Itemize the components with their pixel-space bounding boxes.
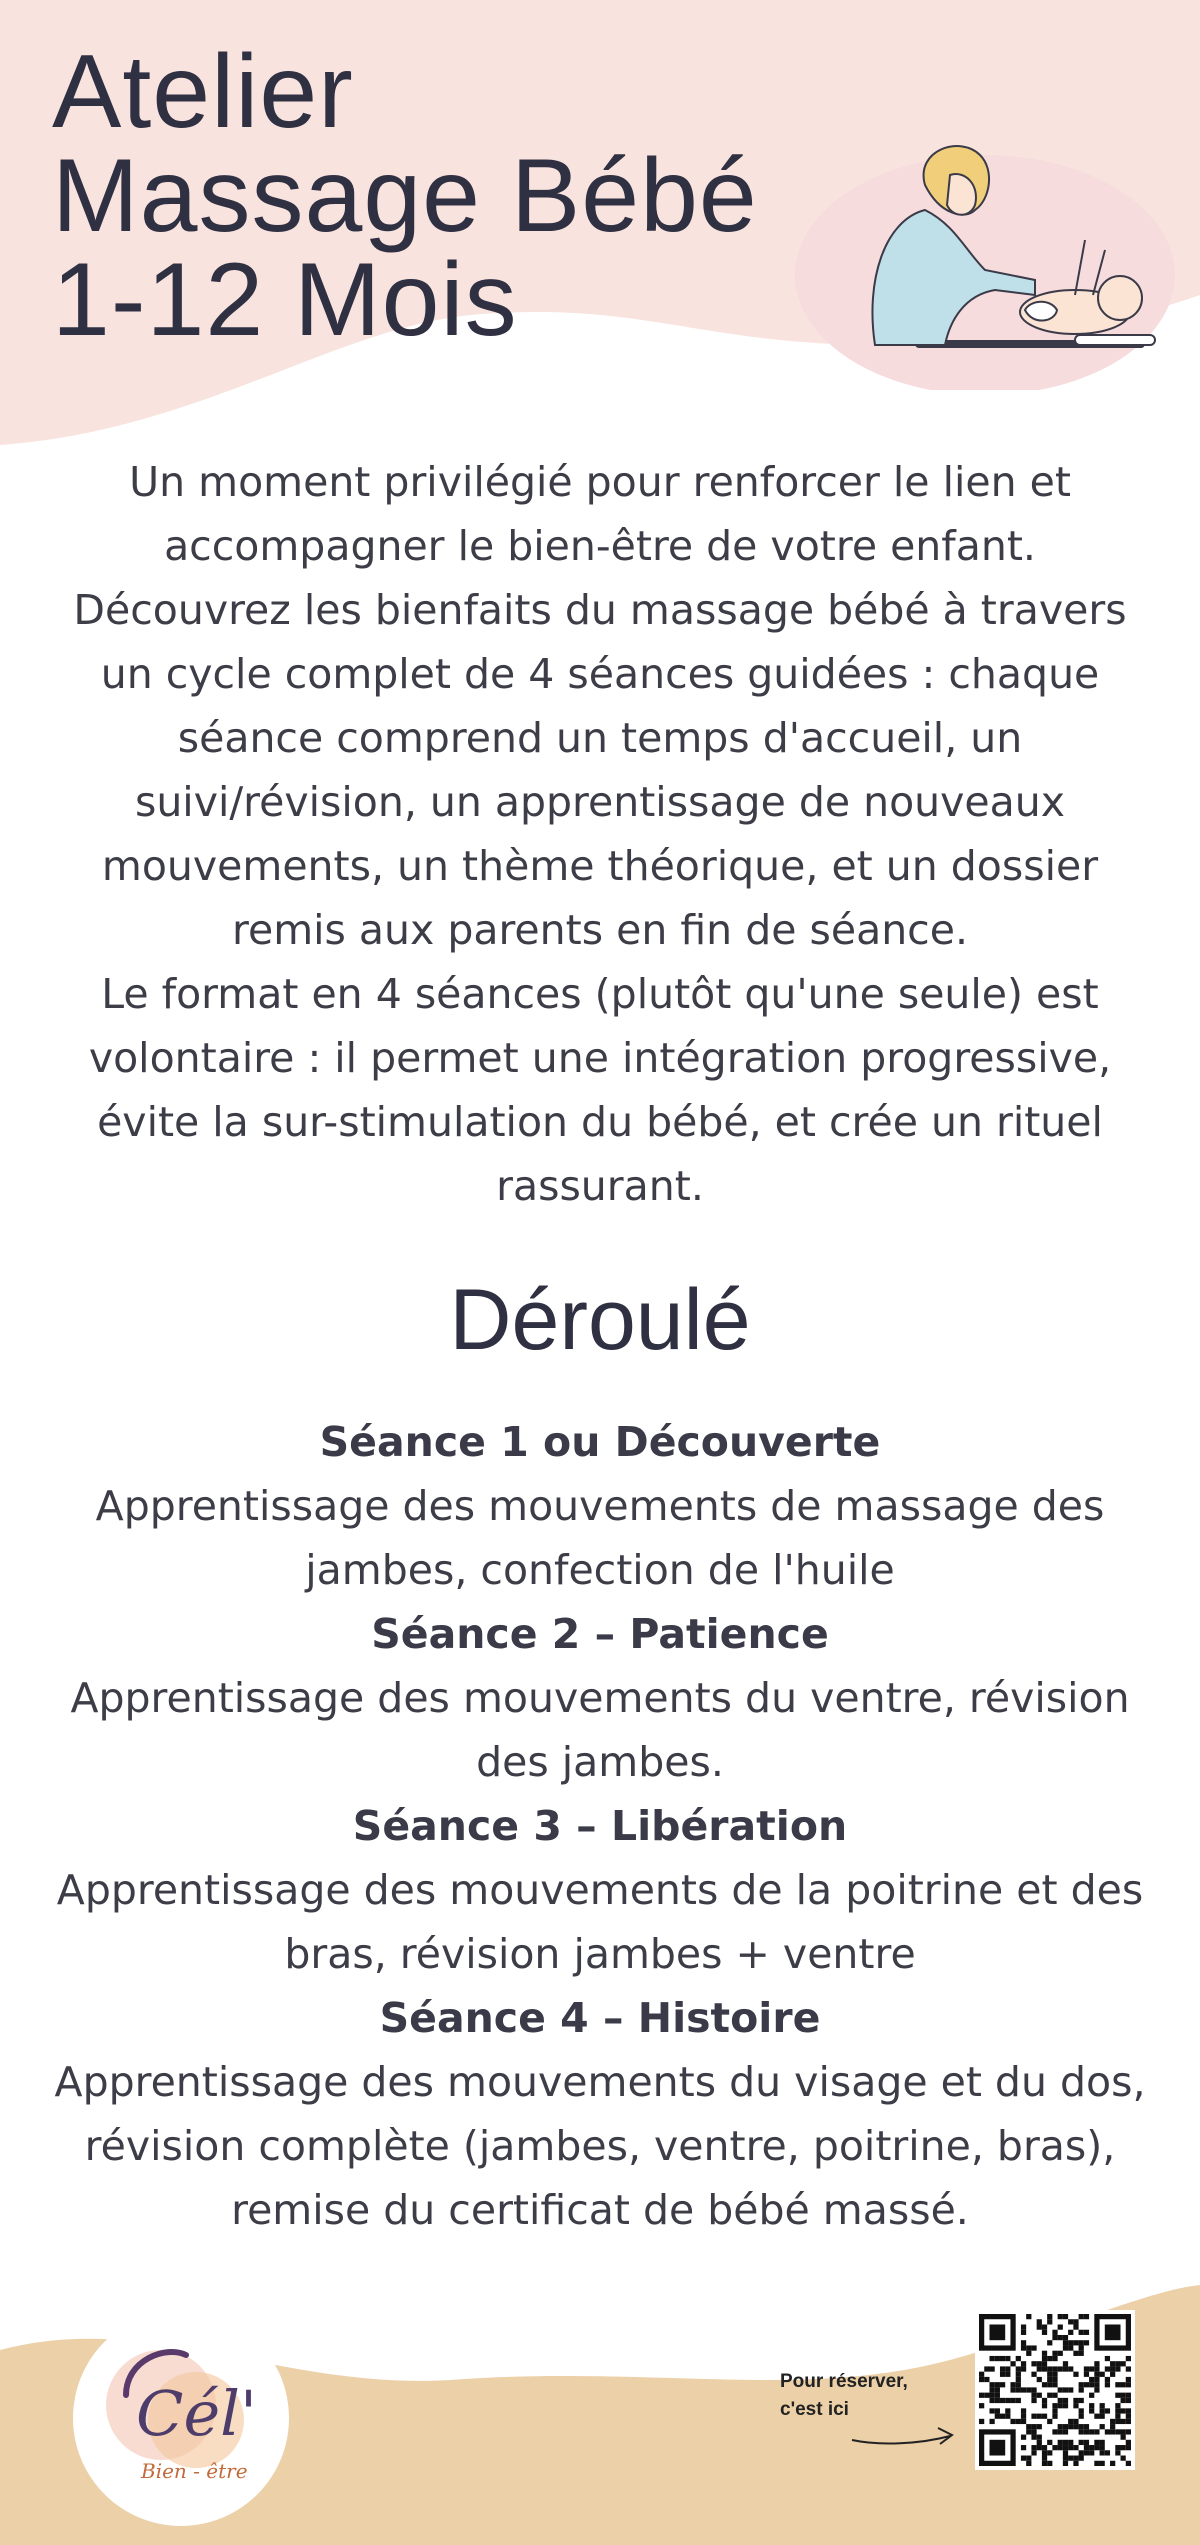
session-description: Apprentissage des mouvements du visage et du dos, révision complète (jambes, ventre, poitrine, bras), remise du certificat de bébé massé.	[54, 2058, 1146, 2234]
mother-massaging-baby-illustration	[775, 130, 1175, 390]
booking-callout-line-2: c'est ici	[780, 2399, 849, 2420]
session-3	[50, 1794, 1150, 1986]
session-list	[50, 1410, 1150, 2242]
title-line-2: Massage Bébé	[52, 138, 758, 254]
session-2	[50, 1602, 1150, 1794]
session-description: Apprentissage des mouvements de la poitrine et des bras, révision jambes + ventre	[56, 1866, 1144, 1978]
arrow-right-icon	[850, 2410, 960, 2450]
intro-paragraph-1: Un moment privilégié pour renforcer le lien et accompagner le bien-être de votre enfant.	[129, 458, 1071, 570]
intro-paragraph-2: Découvrez les bienfaits du massage bébé à travers un cycle complet de 4 séances guidées : chaque séance comprend un temps d'accueil, un suivi/révision, un apprentissage de nouveaux mouvements, un thème théorique, et un dossier remis aux parents en fin de séance.	[73, 586, 1127, 954]
session-title: Séance 4 – Histoire	[379, 1994, 821, 2042]
session-title: Séance 2 – Patience	[371, 1610, 829, 1658]
page-title	[52, 34, 758, 358]
session-title: Séance 3 – Libération	[352, 1802, 848, 1850]
qr-code-icon[interactable]	[975, 2310, 1135, 2470]
intro-text	[60, 450, 1140, 1218]
session-description: Apprentissage des mouvements de massage des jambes, confection de l'huile	[95, 1482, 1105, 1594]
title-line-1: Atelier	[52, 34, 354, 150]
brand-logo	[66, 2300, 296, 2530]
program-title: Déroulé	[449, 1272, 751, 1368]
logo-tagline: Bien - être	[141, 2459, 248, 2483]
session-description: Apprentissage des mouvements du ventre, révision des jambes.	[70, 1674, 1130, 1786]
session-4	[50, 1986, 1150, 2242]
intro-paragraph-3: Le format en 4 séances (plutôt qu'une seule) est volontaire : il permet une intégration progressive, évite la sur-stimulation du bébé, et crée un rituel rassurant.	[88, 970, 1112, 1210]
booking-callout-line-1: Pour réserver,	[780, 2371, 908, 2392]
logo-wordmark: Cél'	[136, 2377, 258, 2450]
session-title: Séance 1 ou Découverte	[319, 1418, 881, 1466]
session-1	[50, 1410, 1150, 1602]
title-line-3: 1-12 Mois	[52, 242, 518, 358]
